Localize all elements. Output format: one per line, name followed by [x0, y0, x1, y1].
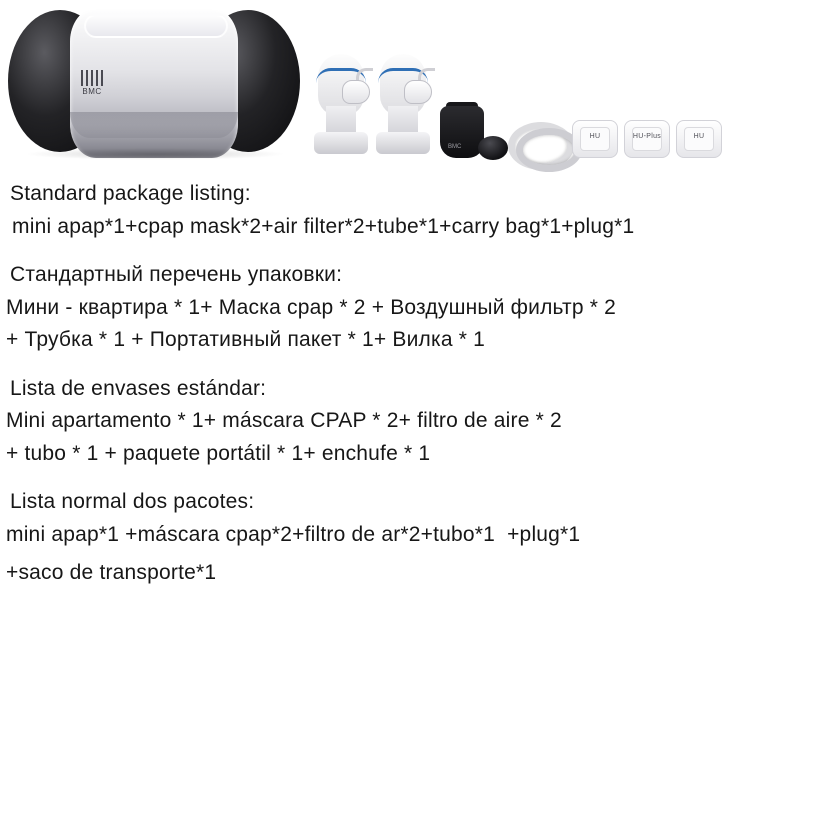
cpap-mask-head-2	[374, 54, 432, 158]
listing-group-portuguese	[6, 486, 835, 590]
listing-group-spanish	[6, 373, 835, 471]
power-plug-image	[478, 136, 508, 160]
filter-label: HU	[589, 133, 601, 140]
air-filter-1	[572, 120, 618, 158]
listing-line: + tubo * 1 + paquete portátil * 1+ enchufe * 1	[6, 441, 431, 465]
listing-heading: Lista normal dos pacotes:	[10, 490, 255, 514]
air-filter-3	[676, 120, 722, 158]
listing-line: mini apap*1+cpap mask*2+air filter*2+tube*1+carry bag*1+plug*1	[6, 214, 635, 238]
brand-bars-icon	[81, 70, 103, 86]
mannequin-base	[376, 132, 430, 154]
cpap-machine-image	[8, 8, 300, 156]
listing-line: +saco de transporte*1	[6, 561, 217, 585]
listing-group-russian	[6, 259, 835, 357]
listing-line: Мини - квартира * 1+ Маска срар * 2 + Воздушный фильтр * 2	[6, 295, 617, 319]
listing-heading: Стандартный перечень упаковки:	[10, 263, 343, 287]
listing-group-english	[6, 178, 835, 243]
nasal-mask	[404, 80, 432, 104]
machine-shadow	[24, 148, 286, 160]
listing-line: mini apap*1 +máscara cpap*2+filtro de ar*2+tubo*1 +plug*1	[6, 522, 581, 546]
nasal-mask	[342, 80, 370, 104]
listing-line: + Трубка * 1 + Портативный пакет * 1+ Вилка * 1	[6, 328, 486, 352]
package-listing-text	[0, 172, 835, 590]
air-tube-coil-image	[508, 118, 572, 164]
listing-heading: Standard package listing:	[10, 182, 251, 205]
listing-line: Mini apartamento * 1+ máscara CPAP * 2+ filtro de aire * 2	[6, 409, 562, 433]
filter-label: HU-Plus	[632, 133, 662, 140]
air-filter-2	[624, 120, 670, 158]
listing-heading: Lista de envases estándar:	[10, 376, 267, 400]
filter-label: HU	[693, 133, 705, 140]
cpap-mask-head-1	[312, 54, 370, 158]
machine-brand-label: BMC	[82, 87, 102, 96]
bag-logo-label: BMC	[448, 144, 462, 150]
mannequin-base	[314, 132, 368, 154]
machine-brand-logo	[62, 70, 122, 96]
product-image-strip	[0, 0, 835, 172]
